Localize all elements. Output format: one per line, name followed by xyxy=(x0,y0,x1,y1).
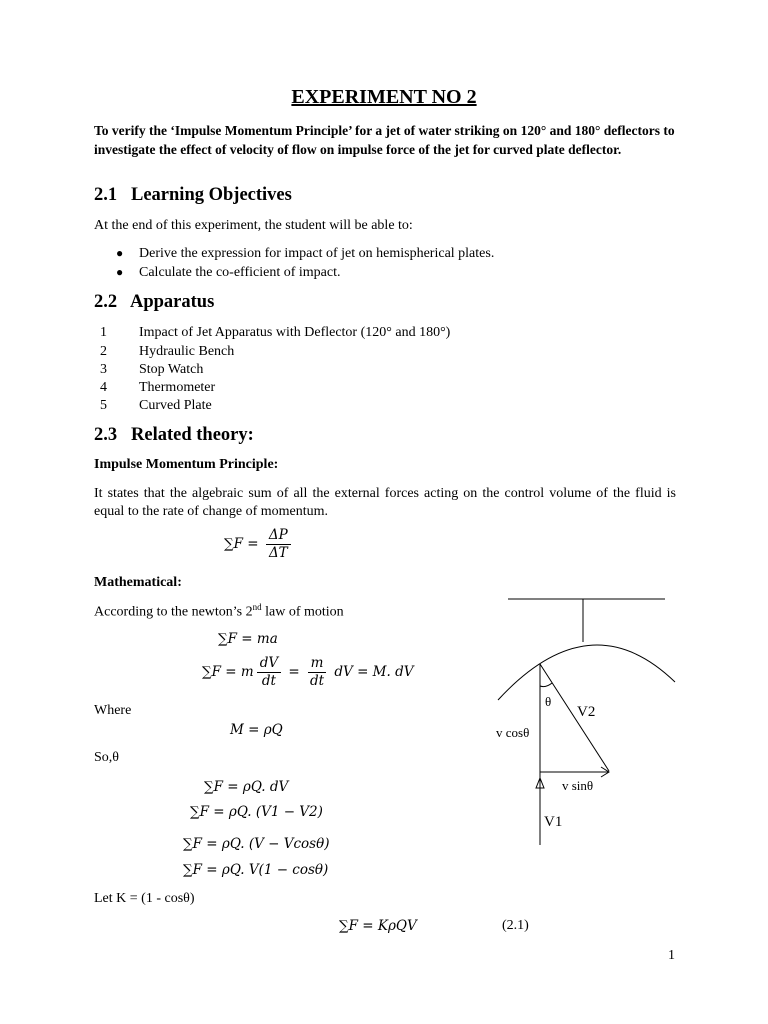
newton-text: According to the newton’s 2 xyxy=(94,604,253,620)
eq-lhs: ∑F = xyxy=(224,536,259,552)
fraction-denominator: dt xyxy=(261,673,276,689)
subheading-impulse-momentum: Impulse Momentum Principle: xyxy=(94,457,279,472)
fraction xyxy=(266,528,291,561)
bullet-text: Derive the expression for impact of jet on hemispherical plates. xyxy=(139,246,495,261)
fraction-numerator: ΔP xyxy=(266,528,291,545)
equation-number: (2.1) xyxy=(502,918,529,933)
apparatus-num: 3 xyxy=(100,362,107,377)
page-title: EXPERIMENT NO 2 xyxy=(291,86,477,108)
subheading-mathematical: Mathematical: xyxy=(94,575,182,590)
equation-step-4: ∑F = ρQ. V(1 − cosθ) xyxy=(183,862,329,878)
equation-momentum xyxy=(202,656,413,689)
eq-part: dV = M. dV xyxy=(334,664,414,680)
equation-final: ∑F = KρQV xyxy=(339,918,417,934)
vcos-label: v cosθ xyxy=(496,725,530,740)
learning-intro: At the end of this experiment, the student will be able to: xyxy=(94,218,413,233)
apparatus-name: Curved Plate xyxy=(139,398,212,413)
equation-fma: ∑F = ma xyxy=(218,631,278,647)
v2-label: V2 xyxy=(577,704,596,720)
v1-label: V1 xyxy=(544,814,563,830)
equation-step-2: ∑F = ρQ. (V1 − V2) xyxy=(190,804,323,820)
so-label: So,θ xyxy=(94,750,119,765)
bullet-item: ● xyxy=(116,265,124,279)
fraction xyxy=(257,656,281,689)
equation-mass-flow: M = ρQ xyxy=(230,722,283,738)
bullet-item: ● xyxy=(116,246,124,260)
heading-related-theory: 2.3 Related theory: xyxy=(94,425,254,445)
curved-plate xyxy=(498,645,675,700)
apparatus-num: 2 xyxy=(100,344,107,359)
eq-equals: = xyxy=(288,664,300,680)
newton-superscript: nd xyxy=(252,602,262,612)
fraction-numerator: dV xyxy=(257,656,281,673)
fraction-numerator: m xyxy=(308,656,327,673)
newton-law-line xyxy=(94,602,344,621)
page-number: 1 xyxy=(668,948,675,963)
eq-part: ∑F = m xyxy=(202,664,254,680)
curved-plate-diagram xyxy=(470,590,680,860)
v2-vector xyxy=(540,664,609,771)
vsin-label: v sinθ xyxy=(562,778,594,793)
heading-learning-objectives: 2.1 Learning Objectives xyxy=(94,185,292,205)
bullet-text: Calculate the co-efficient of impact. xyxy=(139,265,341,280)
equation-impulse xyxy=(224,528,294,561)
newton-text-end: law of motion xyxy=(261,604,344,620)
experiment-objective: To verify the ‘Impulse Momentum Principle’ for a jet of water striking on 120° and 180° deflectors to investigate the effect of velocity of flow on impulse force of the jet for curved plate deflector. xyxy=(94,123,675,157)
apparatus-name: Thermometer xyxy=(139,380,216,395)
apparatus-name: Stop Watch xyxy=(139,362,204,377)
let-k-definition: Let K = (1 - cosθ) xyxy=(94,891,195,906)
where-label: Where xyxy=(94,703,132,718)
theta-label: θ xyxy=(545,694,552,709)
theta-arc xyxy=(540,683,552,687)
heading-apparatus: 2.2 Apparatus xyxy=(94,292,215,312)
apparatus-num: 4 xyxy=(100,380,107,395)
principle-statement: It states that the algebraic sum of all the external forces acting on the control volume of the fluid is equal to the rate of change of momentum. xyxy=(94,486,676,519)
apparatus-num: 1 xyxy=(100,325,107,340)
apparatus-name: Hydraulic Bench xyxy=(139,344,235,359)
fraction xyxy=(307,656,327,689)
equation-step-1: ∑F = ρQ. dV xyxy=(204,779,289,795)
apparatus-num: 5 xyxy=(100,398,107,413)
fraction-denominator: dt xyxy=(310,673,325,689)
fraction-denominator: ΔT xyxy=(268,545,288,561)
apparatus-name: Impact of Jet Apparatus with Deflector (120° and 180°) xyxy=(139,325,451,340)
equation-step-3: ∑F = ρQ. (V − Vcosθ) xyxy=(183,836,330,852)
